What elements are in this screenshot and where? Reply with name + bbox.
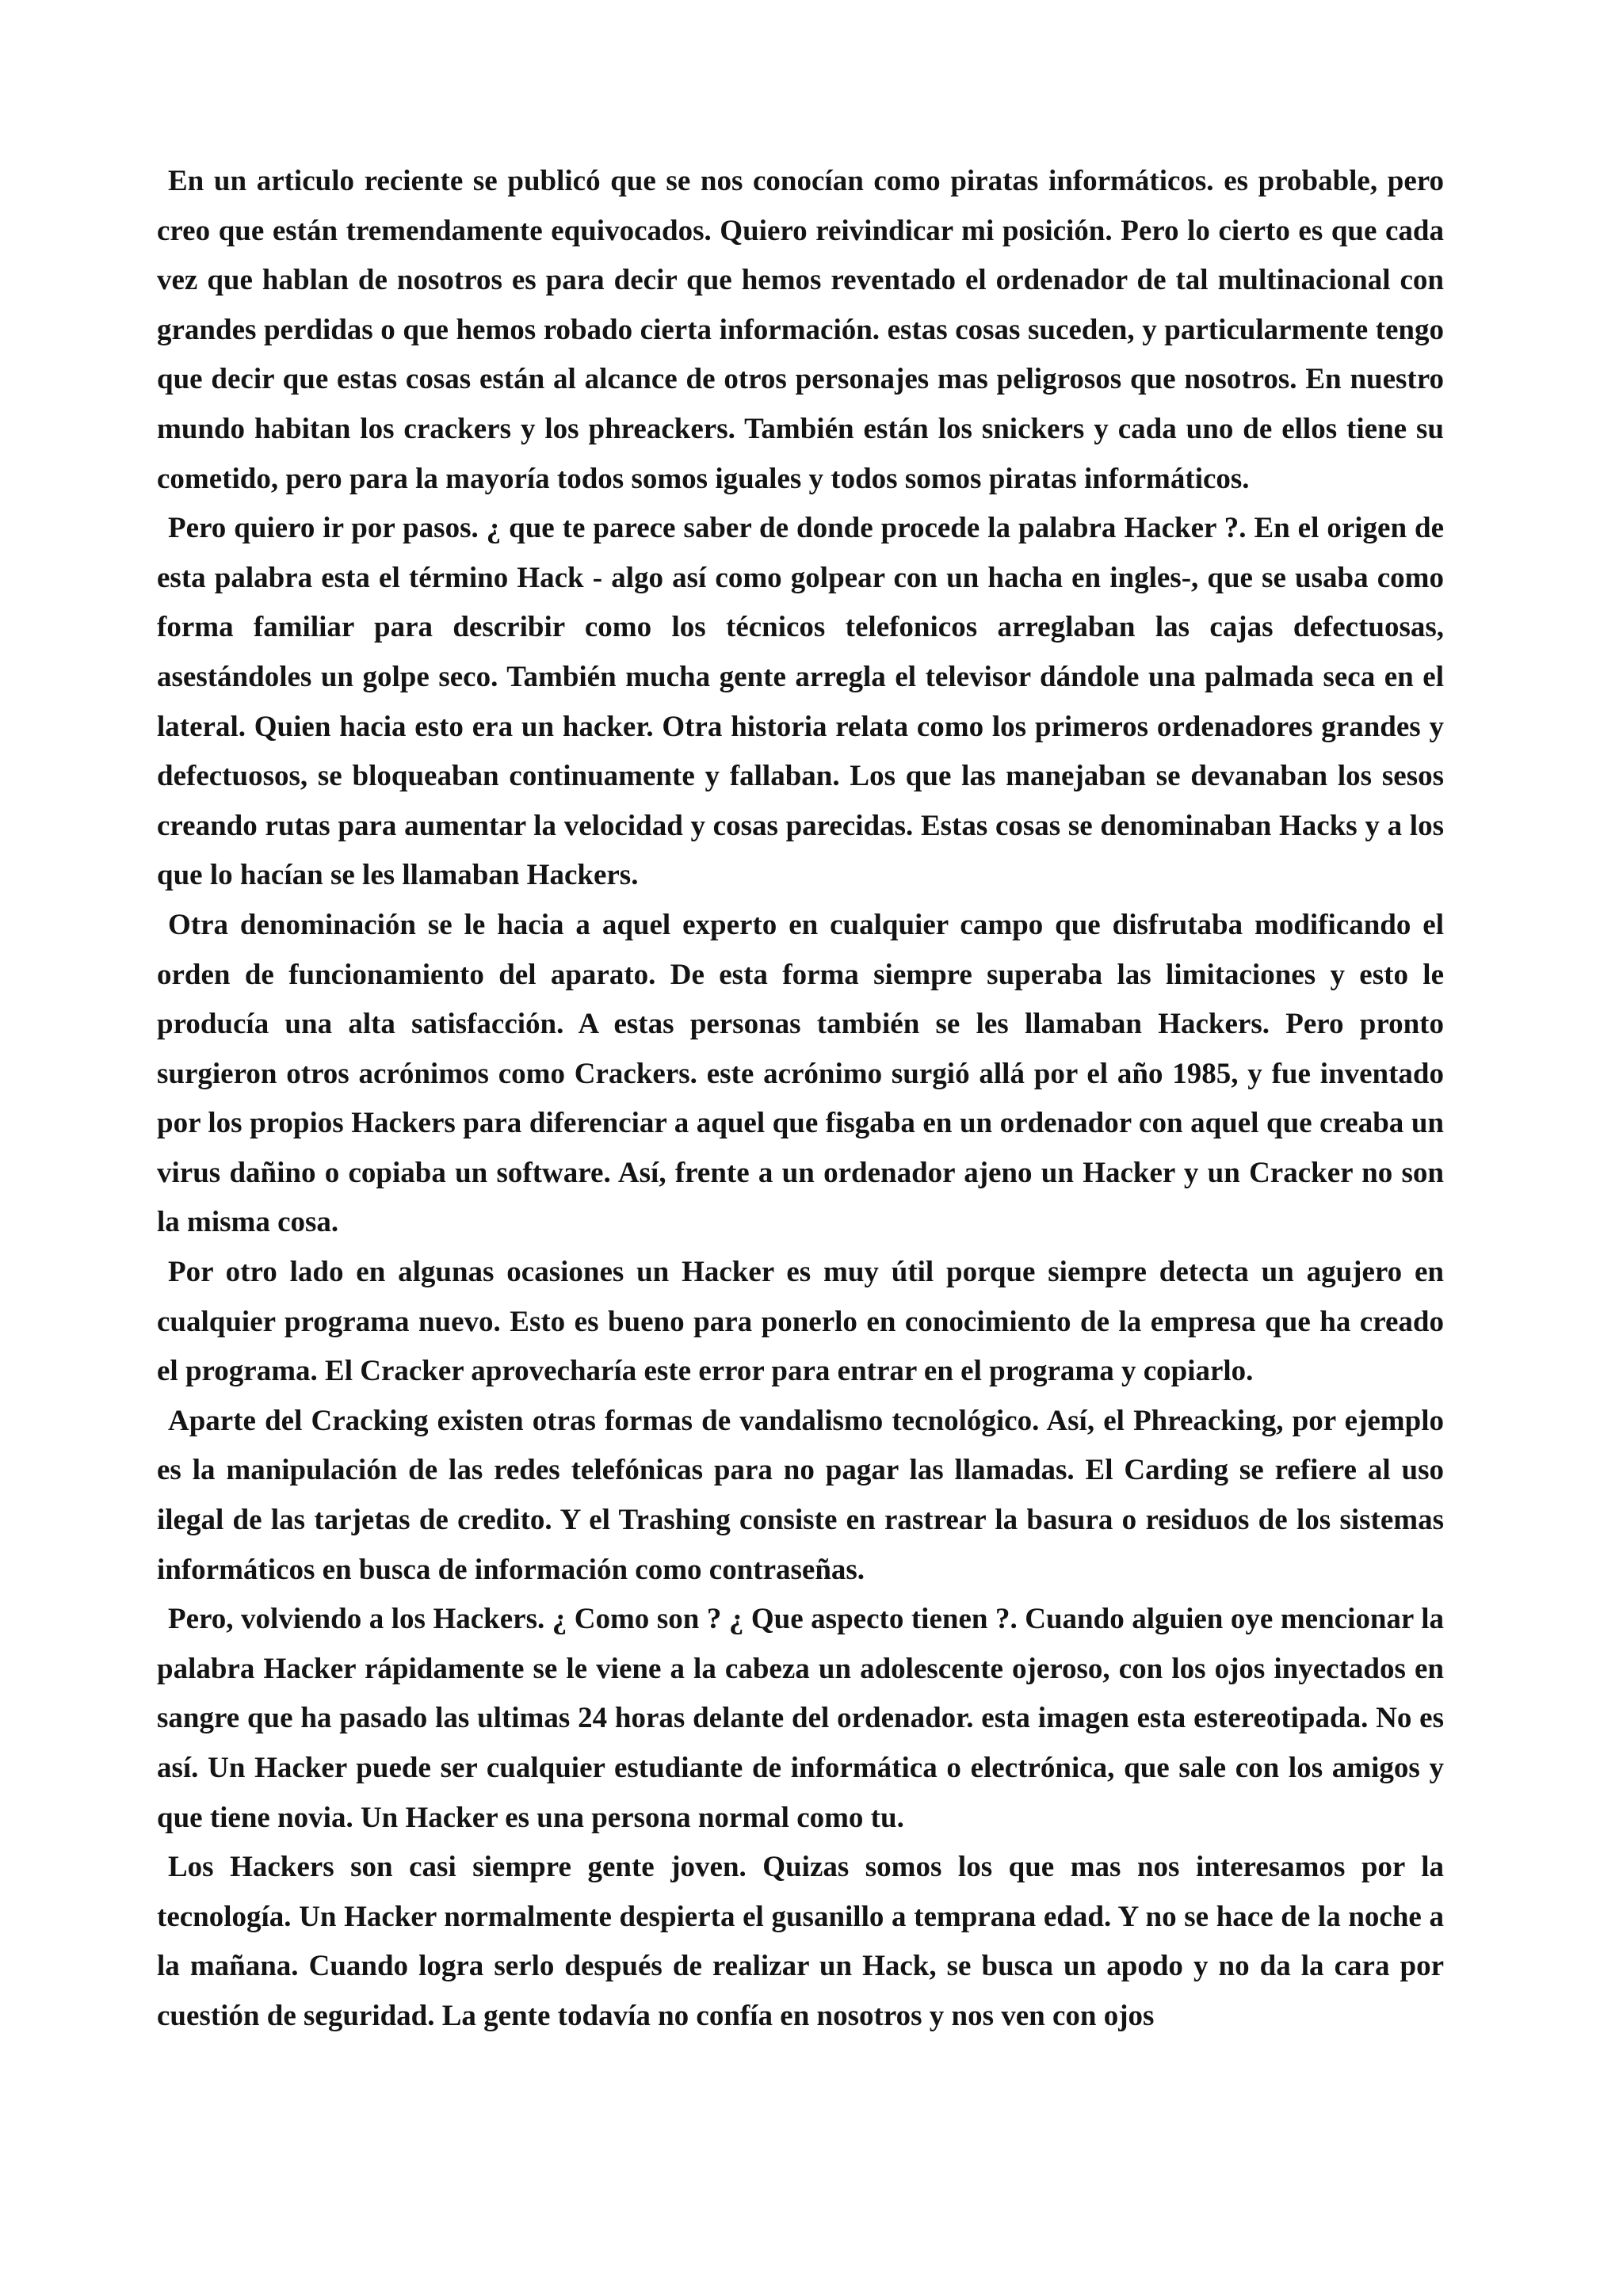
paragraph-2: Pero quiero ir por pasos. ¿ que te parece saber de donde procede la palabra Hacker ?. En el origen de esta palabra esta el término Hack - algo así como golpear con un hacha en ingles-, que se usaba como forma familiar para describir como los técnicos telefonicos arreglaban las cajas defectuosas, asestándoles un golpe seco. También mucha gente arregla el televisor dándole una palmada seca en el lateral. Quien hacia esto era un hacker. Otra historia relata como los primeros ordenadores grandes y defectuosos, se bloqueaban continuamente y fallaban. Los que las manejaban se devanaban los sesos creando rutas para aumentar la velocidad y cosas parecidas. Estas cosas se denominaban Hacks y a los que lo hacían se les llamaban Hackers. bbox=[157, 512, 1444, 892]
paragraph-7: Los Hackers son casi siempre gente joven. Quizas somos los que mas nos interesamos por la tecnología. Un Hacker normalmente despierta el gusanillo a temprana edad. Y no se hace de la noche a la mañana. Cuando logra serlo después de realizar un Hack, se busca un apodo y no da la cara por cuestión de seguridad. La gente todavía no confía en nosotros y nos ven con ojos bbox=[157, 1851, 1444, 2032]
paragraph-1: En un articulo reciente se publicó que se nos conocían como piratas informáticos. es probable, pero creo que están tremendamente equivocados. Quiero reivindicar mi posición. Pero lo cierto es que cada vez que hablan de nosotros es para decir que hemos reventado el ordenador de tal multinacional con grandes perdidas o que hemos robado cierta información. estas cosas suceden, y particularmente tengo que decir que estas cosas están al alcance de otros personajes mas peligrosos que nosotros. En nuestro mundo habitan los crackers y los phreackers. También están los snickers y cada uno de ellos tiene su cometido, pero para la mayoría todos somos iguales y todos somos piratas informáticos. bbox=[157, 165, 1444, 495]
paragraph-3: Otra denominación se le hacia a aquel experto en cualquier campo que disfrutaba modificando el orden de funcionamiento del aparato. De esta forma siempre superaba las limitaciones y esto le producía una alta satisfacción. A estas personas también se les llamaban Hackers. Pero pronto surgieron otros acrónimos como Crackers. este acrónimo surgió allá por el año 1985, y fue inventado por los propios Hackers para diferenciar a aquel que fisgaba en un ordenador con aquel que creaba un virus dañino o copiaba un software. Así, frente a un ordenador ajeno un Hacker y un Cracker no son la misma cosa. bbox=[157, 908, 1444, 1239]
paragraph-4: Por otro lado en algunas ocasiones un Hacker es muy útil porque siempre detecta un agujero en cualquier programa nuevo. Esto es bueno para ponerlo en conocimiento de la empresa que ha creado el programa. El Cracker aprovecharía este error para entrar en el programa y copiarlo. bbox=[157, 1256, 1444, 1388]
body-text bbox=[157, 157, 1444, 2042]
paragraph-5: Aparte del Cracking existen otras formas de vandalismo tecnológico. Así, el Phreacking, por ejemplo es la manipulación de las redes telefónicas para no pagar las llamadas. El Carding se refiere al uso ilegal de las tarjetas de credito. Y el Trashing consiste en rastrear la basura o residuos de los sistemas informáticos en busca de información como contraseñas. bbox=[157, 1404, 1444, 1586]
paragraph-6: Pero, volviendo a los Hackers. ¿ Como son ? ¿ Que aspecto tienen ?. Cuando alguien oye mencionar la palabra Hacker rápidamente se le viene a la cabeza un adolescente ojeroso, con los ojos inyectados en sangre que ha pasado las ultimas 24 horas delante del ordenador. esta imagen esta estereotipada. No es así. Un Hacker puede ser cualquier estudiante de informática o electrónica, que sale con los amigos y que tiene novia. Un Hacker es una persona normal como tu. bbox=[157, 1603, 1444, 1834]
